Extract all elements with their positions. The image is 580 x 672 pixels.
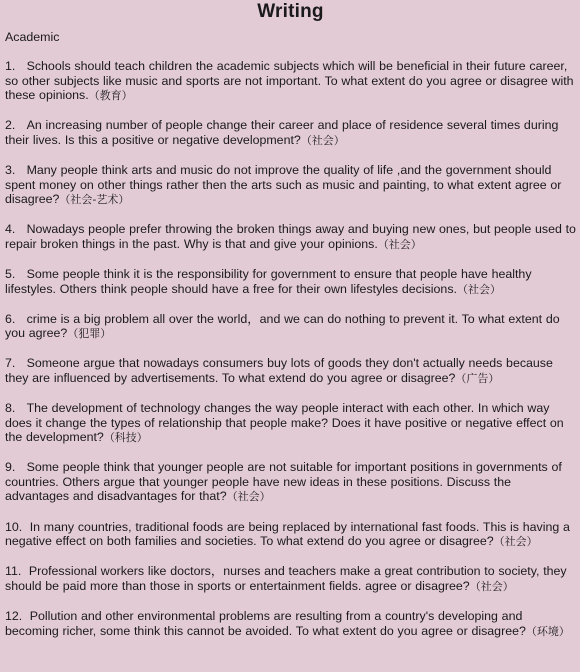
item-tag: （社会） <box>226 490 271 504</box>
item-text: Someone argue that nowadays consumers buy lots of goods they don't actually needs because they are influenced by advertisements. To what extend do you agree or disagree? <box>5 356 553 385</box>
item-tag: （社会） <box>300 133 345 147</box>
list-item <box>5 118 576 148</box>
item-text: In many countries, traditional foods are being replaced by international fast foods. This is having a negative effect on both families and societies. To what extend do you agree or disagree? <box>5 519 570 549</box>
item-text: Schools should teach children the academic subjects which will be beneficial in their future career, so other subjects like music and sports are not important. To what extent do you agree or disagree with these opinions. <box>5 59 574 103</box>
item-number: 5. <box>5 266 16 281</box>
item-number: 12. <box>5 608 23 623</box>
list-item <box>5 609 576 639</box>
item-tag: （社会-艺术） <box>59 193 130 207</box>
page-title: Writing <box>257 1 324 22</box>
item-tag: （犯罪） <box>67 327 112 341</box>
section-heading: Academic <box>5 30 60 44</box>
list-item <box>5 222 576 252</box>
item-text: Some people think it is the responsibility for government to ensure that people have healthy lifestyles. Others think people should have a free for their own lifestyles decisions. <box>5 266 532 296</box>
item-number: 11. <box>5 564 22 579</box>
item-tag: （广告） <box>455 371 500 385</box>
list-item <box>5 460 576 505</box>
item-text: An increasing number of people change their career and place of residence several times during their lives. Is this a positive or negative development? <box>5 118 559 147</box>
item-number: 4. <box>5 222 16 237</box>
item-number: 6. <box>5 311 16 326</box>
item-tag: （社会） <box>493 535 538 549</box>
list-item <box>5 59 576 104</box>
item-number: 10. <box>5 519 23 534</box>
list-item <box>5 564 576 594</box>
item-number: 2. <box>5 118 16 133</box>
item-text: Many people think arts and music do not improve the quality of life ,and the government should spent money on other things rather then the arts such as music and painting, to what extent agree or disagree? <box>5 162 562 207</box>
list-item <box>5 356 576 386</box>
item-tag: （教育） <box>88 89 133 103</box>
list-item <box>5 401 576 446</box>
item-number: 9. <box>5 460 16 475</box>
item-tag: （科技） <box>103 431 148 445</box>
list-item <box>5 520 576 550</box>
list-item <box>5 267 576 297</box>
list-item <box>5 312 576 342</box>
item-number: 8. <box>5 401 16 415</box>
item-text: The development of technology changes the way people interact with each other. In which way does it change the types of relationship that people make? Does it have positive or negative effect on the development? <box>5 401 564 445</box>
item-text: Nowadays people prefer throwing the broken things away and buying new ones, but people used to repair broken things in the past. Why is that and give your opinions. <box>5 222 576 251</box>
item-number: 1. <box>5 59 16 73</box>
item-text: Pollution and other environmental problems are resulting from a country's developing and becoming richer, some think this cannot be avoided. To what extent do you agree or disagree? <box>5 608 526 638</box>
item-tag: （环境） <box>525 624 570 638</box>
item-tag: （社会） <box>377 237 422 251</box>
item-text: Some people think that younger people are not suitable for important positions in governments of countries. Others argue that younger people have new ideas in these positions. Discuss the advantages and disadvantages for that? <box>5 460 562 504</box>
item-text: crime is a big problem all over the world，and we can do nothing to prevent it. To what extent do you agree? <box>5 311 560 341</box>
document-page <box>0 1 580 672</box>
item-tag: （社会） <box>469 579 514 593</box>
item-tag: （社会） <box>456 282 501 296</box>
item-text: Professional workers like doctors，nurses and teachers make a great contribution to society, they should be paid more than those in sports or entertainment fields. agree or disagree? <box>5 564 567 593</box>
question-list <box>5 59 576 639</box>
item-number: 3. <box>5 162 16 177</box>
item-number: 7. <box>5 356 16 371</box>
list-item <box>5 163 576 208</box>
